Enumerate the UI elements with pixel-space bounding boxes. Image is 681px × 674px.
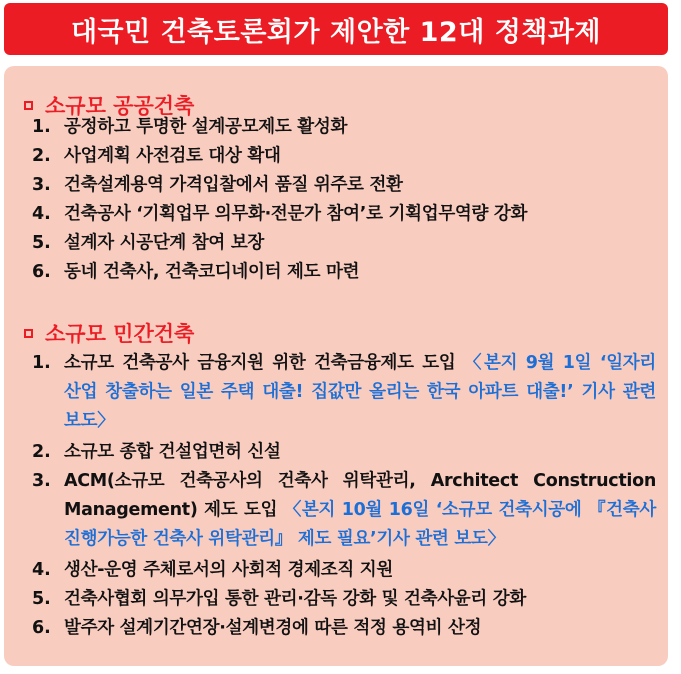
item-text: 건축설계용역 가격입찰에서 품질 위주로 전환	[64, 175, 403, 195]
content-panel	[4, 66, 668, 666]
square-outline-icon	[24, 329, 33, 338]
item-text: 동네 건축사, 건축코디네이터 제도 마련	[64, 262, 360, 282]
page-title: 대국민 건축토론회가 제안한 12대 정책과제	[70, 16, 602, 48]
section-label: 소규모 공공건축	[45, 94, 195, 118]
list-item	[32, 349, 656, 436]
section-list-private	[32, 349, 656, 643]
article-reference: 〈본지 10월 16일 ‘소규모 건축시공에 『건축사 진행가능한 건축사 위탁관리』 제도 필요’기사 관련 보도〉	[64, 500, 656, 549]
section-heading-private	[24, 318, 194, 348]
list-item	[32, 171, 656, 200]
item-text: 발주자 설계기간연장·설계변경에 따른 적정 용역비 산정	[64, 618, 482, 638]
item-number: 4.	[32, 560, 51, 580]
item-text: 생산-운영 주체로서의 사회적 경제조직 지원	[64, 560, 394, 580]
item-number: 1.	[32, 117, 51, 137]
list-item	[32, 142, 656, 171]
list-item	[32, 258, 656, 287]
article-reference: 〈본지 9월 1일 ‘일자리 산업 창출하는 일본 주택 대출! 집값만 올리는 한국 아파트 대출!’ 기사 관련 보도〉	[64, 353, 657, 431]
item-number: 2.	[32, 442, 51, 462]
list-item	[32, 556, 656, 585]
item-text: 사업계획 사전검토 대상 확대	[64, 146, 281, 166]
title-banner	[4, 3, 668, 55]
item-number: 5.	[32, 589, 51, 609]
list-item	[32, 113, 656, 142]
list-item	[32, 585, 656, 614]
list-item	[32, 229, 656, 258]
list-item	[32, 438, 656, 467]
item-number: 6.	[32, 262, 51, 282]
item-number: 3.	[32, 175, 51, 195]
section-label: 소규모 민간건축	[45, 322, 195, 346]
list-item	[32, 467, 656, 554]
item-number: 5.	[32, 233, 51, 253]
item-text: 건축공사 ‘기획업무 의무화·전문가 참여’로 기획업무역량 강화	[64, 204, 528, 224]
item-text: 설계자 시공단계 참여 보장	[64, 233, 265, 253]
item-number: 3.	[32, 471, 51, 491]
list-item	[32, 614, 656, 643]
item-text: 건축사협회 의무가입 통한 관리·감독 강화 및 건축사윤리 강화	[64, 589, 527, 609]
item-text-group	[64, 349, 656, 436]
section-list-public	[32, 113, 656, 287]
square-outline-icon	[24, 101, 33, 110]
item-text: 공정하고 투명한 설계공모제도 활성화	[64, 117, 348, 137]
list-item	[32, 200, 656, 229]
item-number: 1.	[32, 353, 51, 373]
item-text: 소규모 건축공사 금융지원 위한 건축금융제도 도입	[64, 353, 456, 373]
item-text: ACM(소규모 건축공사의 건축사 위탁관리, Architect Construction Management) 제도 도입	[64, 471, 656, 520]
item-text-group	[64, 467, 656, 554]
item-number: 4.	[32, 204, 51, 224]
item-number: 6.	[32, 618, 51, 638]
item-text: 소규모 종합 건설업면허 신설	[64, 442, 281, 462]
item-number: 2.	[32, 146, 51, 166]
